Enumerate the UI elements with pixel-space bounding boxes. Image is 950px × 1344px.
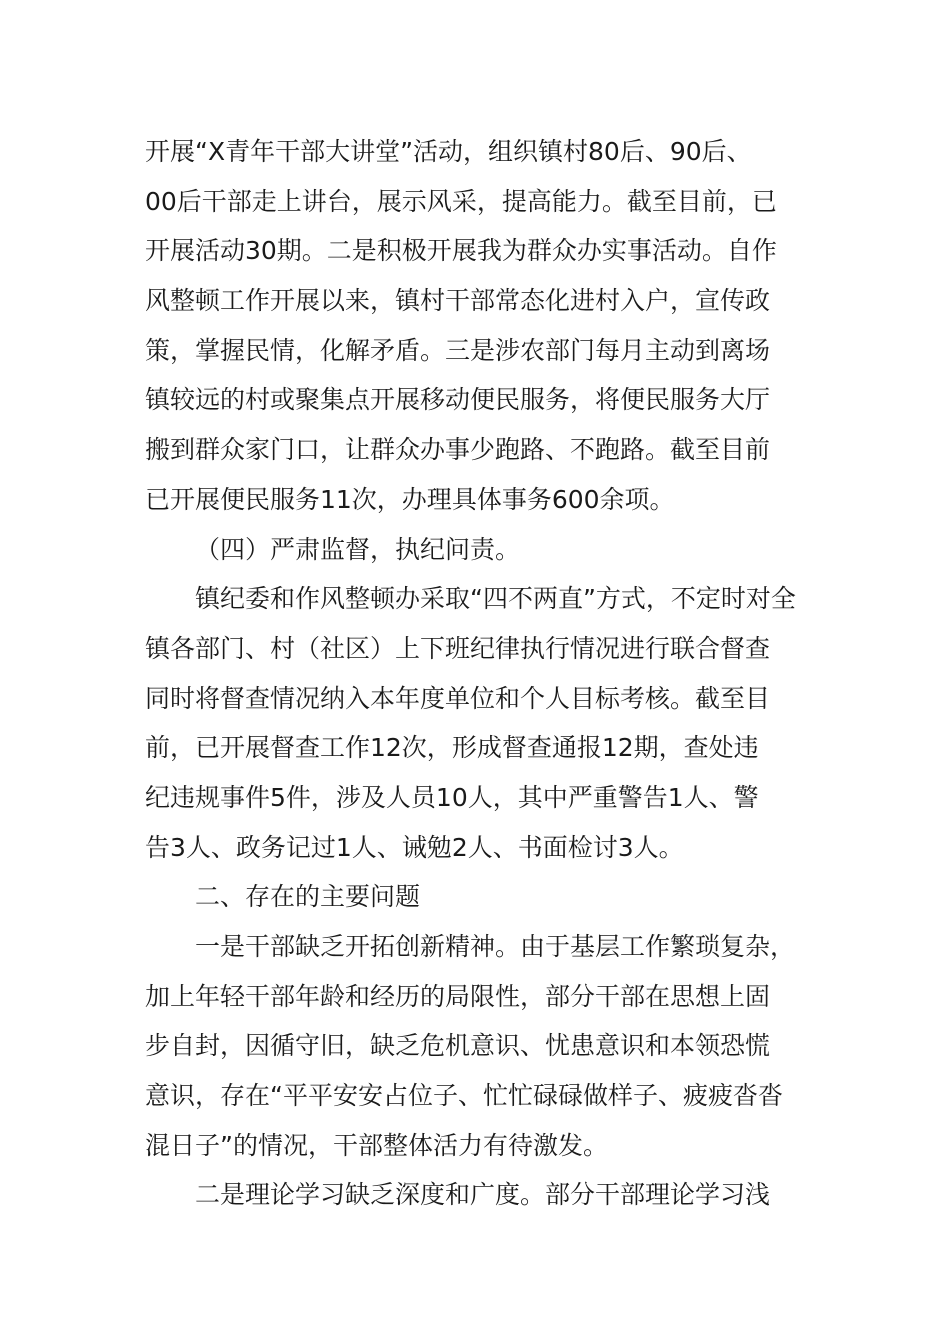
text-line: 加上年轻干部年龄和经历的局限性，部分干部在思想上固 [145, 981, 771, 1011]
text-line: 策，掌握民情，化解矛盾。三是涉农部门每月主动到离场 [145, 335, 771, 365]
text-line: 前，已开展督查工作12次，形成督查通报12期，查处违 [145, 733, 759, 763]
chapter-heading: 二、存在的主要问题 [195, 882, 421, 912]
paragraph-start: 二是理论学习缺乏深度和广度。部分干部理论学习浅 [195, 1180, 771, 1210]
body-text [145, 127, 835, 1220]
text-line: 混日子”的情况，干部整体活力有待激发。 [145, 1130, 608, 1160]
text-line: 开展活动30期。二是积极开展我为群众办实事活动。自作 [145, 236, 777, 266]
paragraph-start: 镇纪委和作风整顿办采取“四不两直”方式，不定时对全 [195, 584, 796, 614]
text-line: 纪违规事件5件，涉及人员10人，其中严重警告1人、警 [145, 782, 759, 812]
text-line: 镇各部门、村（社区）上下班纪律执行情况进行联合督查 [145, 633, 771, 663]
text-line: 00后干部走上讲台，展示风采，提高能力。截至目前，已 [145, 186, 777, 216]
text-line: 意识，存在“平平安安占位子、忙忙碌碌做样子、疲疲沓沓 [145, 1081, 783, 1111]
text-line: 风整顿工作开展以来，镇村干部常态化进村入户，宣传政 [145, 286, 771, 316]
section-heading: （四）严肃监督，执纪问责。 [195, 534, 521, 564]
text-line: 镇较远的村或聚集点开展移动便民服务，将便民服务大厅 [145, 385, 771, 415]
text-line: 告3人、政务记过1人、诫勉2人、书面检讨3人。 [145, 832, 684, 862]
text-line: 步自封，因循守旧，缺乏危机意识、忧患意识和本领恐慌 [145, 1031, 771, 1061]
text-line: 开展“X青年干部大讲堂”活动，组织镇村80后、90后、 [145, 137, 752, 166]
text-line: 同时将督查情况纳入本年度单位和个人目标考核。截至目 [145, 683, 771, 713]
text-line: 搬到群众家门口，让群众办事少跑路、不跑路。截至目前 [145, 435, 771, 465]
text-line: 已开展便民服务11次，办理具体事务600余项。 [145, 484, 675, 514]
paragraph-start: 一是干部缺乏开拓创新精神。由于基层工作繁琐复杂， [195, 932, 796, 961]
